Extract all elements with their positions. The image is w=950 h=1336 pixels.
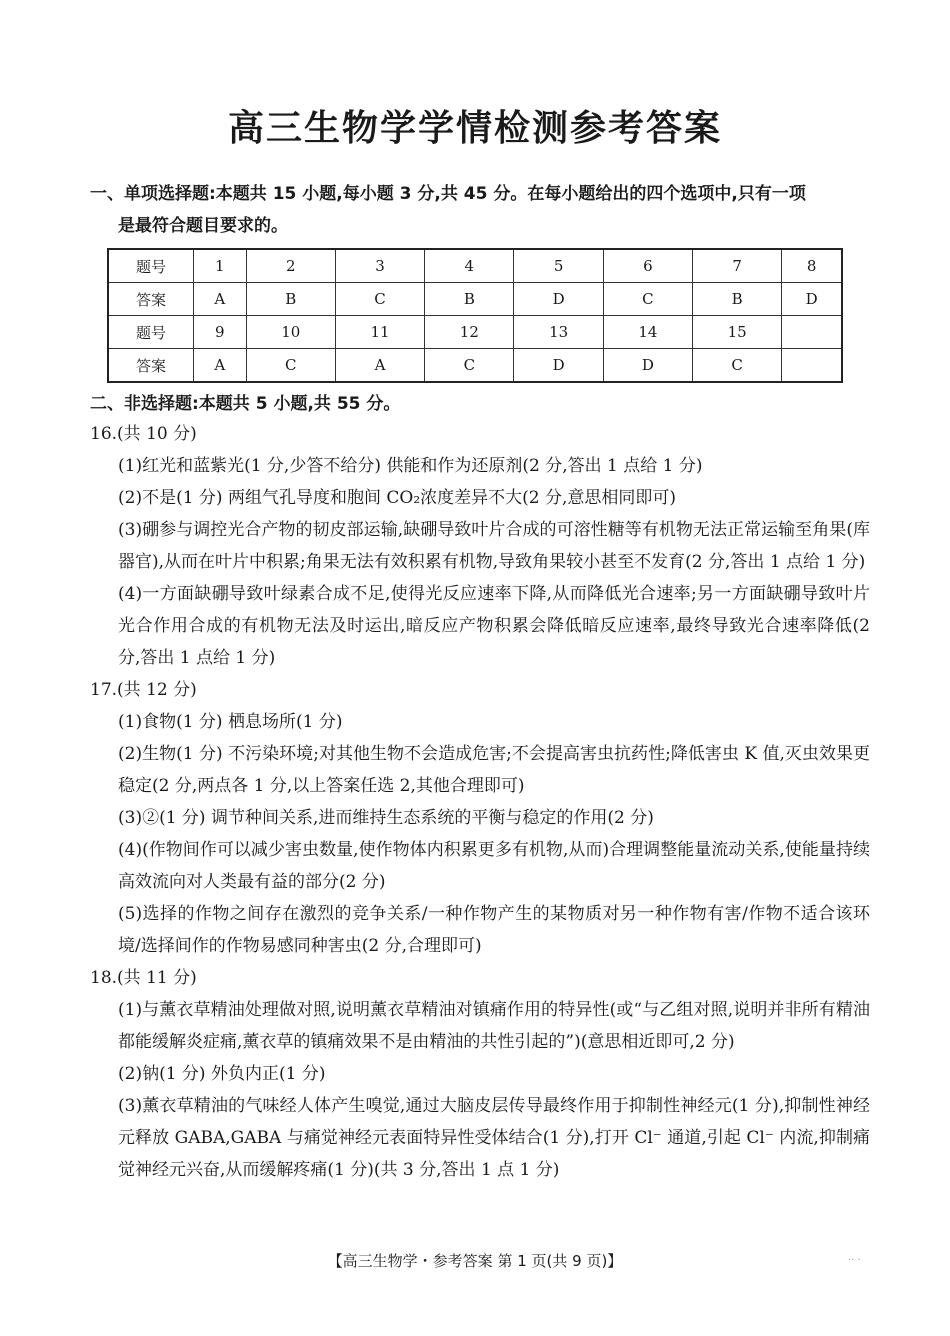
section-1-line-1: 一、单项选择题:本题共 15 小题,每小题 3 分,共 45 分。在每小题给出的四个选项中,只有一项 (90, 184, 806, 204)
table-cell: 13 (514, 316, 603, 349)
table-cell: 12 (425, 316, 514, 349)
questions-list (90, 418, 870, 1186)
table-row (108, 283, 842, 316)
answer-item: (3)薰衣草精油的气味经人体产生嗅觉,通过大脑皮层传导最终作用于抑制性神经元(1 分),抑制性神经元释放 GABA,GABA 与痛觉神经元表面特异性受体结合(1 分),打开 Cl⁻ 通道,引起 Cl⁻ 内流,抑制痛觉神经元兴奋,从而缓解疼痛(1 分)(共 3 分,答出 1 点 1 分) (118, 1096, 870, 1180)
table-cell: A (194, 283, 247, 316)
row-label-cell: 题号 (108, 249, 194, 283)
table-cell: 7 (693, 249, 782, 283)
table-cell: C (603, 283, 692, 316)
answer-item: (1)红光和蓝紫光(1 分,少答不给分) 供能和作为还原剂(2 分,答出 1 点给 1 分) (118, 456, 703, 476)
page-title: 高三生物学学情检测参考答案 (227, 108, 722, 149)
table-cell: D (514, 349, 603, 383)
table-cell: B (425, 283, 514, 316)
table-cell: 4 (425, 249, 514, 283)
table-row (108, 249, 842, 283)
table-cell: D (603, 349, 692, 383)
answer-item: (2)不是(1 分) 两组气孔导度和胞间 CO₂浓度差异不大(2 分,意思相同即可) (118, 488, 677, 508)
question-heading: 18.(共 11 分) (90, 968, 197, 988)
table-cell: 6 (603, 249, 692, 283)
table-cell: B (246, 283, 335, 316)
table-cell: 14 (603, 316, 692, 349)
answer-item: (4)(作物间作可以减少害虫数量,使作物体内积累更多有机物,从而)合理调整能量流动关系,使能量持续高效流向对人类最有益的部分(2 分) (118, 840, 870, 892)
table-cell (782, 349, 842, 383)
table-cell: D (514, 283, 603, 316)
answer-item: (5)选择的作物之间存在激烈的竞争关系/一种作物产生的某物质对另一种作物有害/作物不适合该环境/选择间作的作物易感同种害虫(2 分,合理即可) (118, 904, 870, 956)
table-cell: C (246, 349, 335, 383)
table-cell: 5 (514, 249, 603, 283)
table-cell: A (194, 349, 247, 383)
answer-item: (2)生物(1 分) 不污染环境;对其他生物不会造成危害;不会提高害虫抗药性;降低害虫 K 值,灭虫效果更稳定(2 分,两点各 1 分,以上答案任选 2,其他合理即可) (118, 744, 870, 796)
table-row (108, 349, 842, 383)
table-cell: 8 (782, 249, 842, 283)
row-label-cell: 题号 (108, 316, 194, 349)
answer-item: (2)钠(1 分) 外负内正(1 分) (118, 1064, 326, 1084)
page-footer: 【高三生物学・参考答案 第 1 页(共 9 页)】 (327, 1252, 623, 1270)
table-cell: 9 (194, 316, 247, 349)
table-cell: 3 (335, 249, 424, 283)
table-cell: D (782, 283, 842, 316)
table-cell: A (335, 349, 424, 383)
question-heading: 17.(共 12 分) (90, 680, 197, 700)
question-heading: 16.(共 10 分) (90, 424, 197, 444)
table-cell: 11 (335, 316, 424, 349)
table-cell: 15 (693, 316, 782, 349)
table-cell: C (335, 283, 424, 316)
answer-item: (1)食物(1 分) 栖息场所(1 分) (118, 712, 343, 732)
answer-item: (3)②(1 分) 调节种间关系,进而维持生态系统的平衡与稳定的作用(2 分) (118, 808, 654, 828)
table-cell: C (425, 349, 514, 383)
table-cell: 2 (246, 249, 335, 283)
answer-item: (3)硼参与调控光合产物的韧皮部运输,缺硼导致叶片合成的可溶性糖等有机物无法正常运输至角果(库器官),从而在叶片中积累;角果无法有效积累有机物,导致角果较小甚至不发育(2 分,答出 1 点给 1 分) (118, 520, 870, 572)
row-label-cell: 答案 (108, 283, 194, 316)
section-1-line-2: 是最符合题目要求的。 (118, 216, 288, 236)
table-cell (782, 316, 842, 349)
section-1-heading (90, 178, 880, 242)
table-cell: 1 (194, 249, 247, 283)
table-cell: B (693, 283, 782, 316)
table-cell: C (693, 349, 782, 383)
answer-item: (1)与薰衣草精油处理做对照,说明薰衣草精油对镇痛作用的特异性(或“与乙组对照,说明并非所有精油都能缓解炎症痛,薰衣草的镇痛效果不是由精油的共性引起的”)(意思相近即可,2 分) (118, 1000, 870, 1052)
section-2-heading: 二、非选择题:本题共 5 小题,共 55 分。 (90, 394, 401, 414)
table-row (108, 316, 842, 349)
table-cell: 10 (246, 316, 335, 349)
row-label-cell: 答案 (108, 349, 194, 383)
corner-mark: .. . (848, 1252, 861, 1263)
answer-table (107, 248, 843, 383)
answer-item: (4)一方面缺硼导致叶绿素合成不足,使得光反应速率下降,从而降低光合速率;另一方面缺硼导致叶片光合作用合成的有机物无法及时运出,暗反应产物积累会降低暗反应速率,最终导致光合速率降低(2 分,答出 1 点给 1 分) (118, 584, 870, 668)
